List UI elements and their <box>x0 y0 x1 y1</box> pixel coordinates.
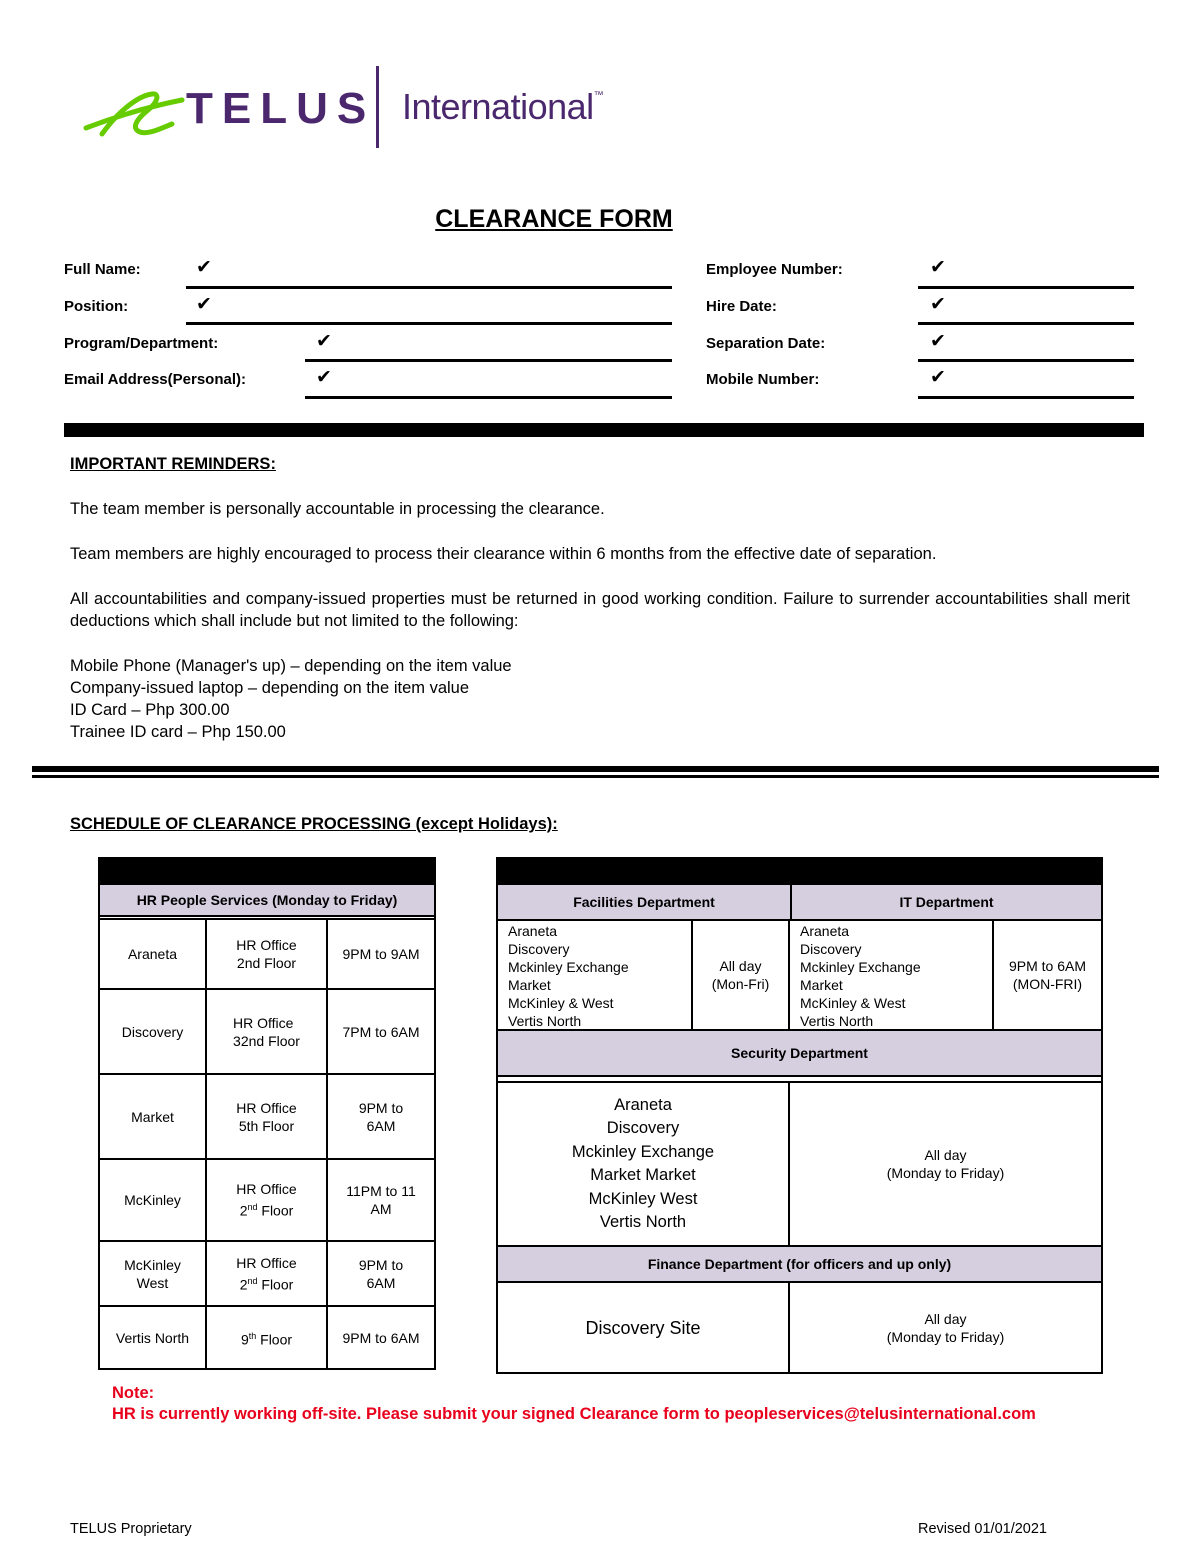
table-row <box>98 1307 436 1370</box>
facilities-sites: Araneta Discovery Mckinley Exchange Market McKinley & West Vertis North <box>498 921 693 1029</box>
international-logo-text: International™ <box>402 86 604 127</box>
facilities-header: Facilities Department <box>498 885 792 919</box>
time-cell: 9PM to 6AM <box>342 1329 420 1346</box>
note <box>112 1383 1036 1425</box>
logo-divider <box>376 66 379 148</box>
table-header-bar <box>496 857 1103 885</box>
hr-table-header: HR People Services (Monday to Friday) <box>98 885 436 917</box>
site-cell: Market <box>100 1075 207 1158</box>
section-divider <box>32 775 1159 778</box>
table-row <box>98 1160 436 1242</box>
table-row <box>498 1083 1101 1247</box>
finance-time: All day (Monday to Friday) <box>886 1310 1005 1345</box>
employee-number-check: ✔ <box>930 257 946 278</box>
table-row <box>98 1075 436 1160</box>
site-cell: Discovery <box>100 990 207 1073</box>
footer-revised: Revised 01/01/2021 <box>918 1521 1047 1537</box>
security-time: All day (Monday to Friday) <box>886 1147 1005 1181</box>
separation-date-check: ✔ <box>930 331 946 352</box>
time-cell: 9PM to 9AM <box>342 946 420 962</box>
position-label: Position: <box>64 298 129 315</box>
office-cell: HR Office 2nd Floor <box>207 1160 328 1240</box>
office-cell: HR Office 2nd Floor <box>207 1242 328 1305</box>
finance-header: Finance Department (for officers and up only) <box>498 1247 1101 1283</box>
office-cell: HR Office 5th Floor <box>207 1075 328 1158</box>
position-check: ✔ <box>196 294 212 315</box>
table-row <box>98 920 436 990</box>
hire-date-field[interactable] <box>918 322 1134 325</box>
note-text: HR is currently working off-site. Please submit your signed Clearance form to peopleservices@telusinternational.com <box>112 1405 1036 1423</box>
time-cell: 11PM to 11 AM <box>346 1183 416 1217</box>
section-divider <box>64 423 1144 437</box>
schedule-header: SCHEDULE OF CLEARANCE PROCESSING (except Holidays): <box>70 815 558 833</box>
hire-date-check: ✔ <box>930 294 946 315</box>
reminder-p2: Team members are highly encouraged to process their clearance within 6 months from the effective date of separation. <box>70 545 937 563</box>
deduction-item: Trainee ID card – Php 150.00 <box>70 723 286 741</box>
site-cell: McKinley West <box>100 1242 207 1305</box>
security-header: Security Department <box>498 1031 1101 1077</box>
hr-schedule-table <box>98 857 436 1370</box>
table-row <box>98 990 436 1075</box>
employee-number-label: Employee Number: <box>706 261 843 278</box>
section-divider <box>32 766 1159 772</box>
telus-logo-text: TELUS <box>186 84 376 133</box>
finance-site: Discovery Site <box>498 1283 790 1372</box>
departments-schedule-table <box>496 857 1103 1374</box>
it-sites: Araneta Discovery Mckinley Exchange Market McKinley & West Vertis North <box>790 921 994 1029</box>
table-row <box>98 1242 436 1307</box>
reminder-p3: All accountabilities and company-issued properties must be returned in good working condition. Failure to surrender accountabilities shall merit deductions which shall include but not limited to the following: <box>70 590 1130 630</box>
deduction-item: Mobile Phone (Manager's up) – depending on the item value <box>70 657 512 675</box>
mobile-number-check: ✔ <box>930 367 946 388</box>
reminder-p1: The team member is personally accountable in processing the clearance. <box>70 500 605 518</box>
page-title: CLEARANCE FORM <box>435 205 673 233</box>
reminders-header: IMPORTANT REMINDERS: <box>70 455 276 473</box>
office-cell: HR Office 2nd Floor <box>207 920 328 988</box>
table-header-bar <box>98 857 436 885</box>
deduction-item: Company-issued laptop – depending on the item value <box>70 679 470 697</box>
hire-date-label: Hire Date: <box>706 298 777 315</box>
full-name-check: ✔ <box>196 257 212 278</box>
program-label: Program/Department: <box>64 335 219 352</box>
footer-proprietary: TELUS Proprietary <box>70 1521 192 1537</box>
time-cell: 7PM to 6AM <box>342 1023 420 1040</box>
facilities-time: All day (Mon-Fri) <box>693 921 790 1029</box>
site-cell: Araneta <box>100 920 207 988</box>
email-check: ✔ <box>316 367 332 388</box>
program-check: ✔ <box>316 331 332 352</box>
deduction-item: ID Card – Php 300.00 <box>70 701 230 719</box>
table-row <box>498 1283 1101 1372</box>
time-cell: 9PM to 6AM <box>358 1256 404 1291</box>
time-cell: 9PM to 6AM <box>358 1099 404 1134</box>
full-name-field[interactable] <box>186 286 672 289</box>
separation-date-field[interactable] <box>918 359 1134 362</box>
employee-number-field[interactable] <box>918 286 1134 289</box>
note-label: Note: <box>112 1384 155 1402</box>
full-name-label: Full Name: <box>64 261 141 278</box>
it-time: 9PM to 6AM (MON-FRI) <box>1008 958 1087 992</box>
separation-date-label: Separation Date: <box>706 335 826 352</box>
position-field[interactable] <box>186 322 672 325</box>
site-cell: McKinley <box>100 1160 207 1240</box>
email-label: Email Address(Personal): <box>64 371 246 388</box>
office-cell: 9th Floor <box>207 1307 328 1368</box>
mobile-number-field[interactable] <box>918 396 1134 399</box>
table-row <box>498 921 1101 1031</box>
important-reminders <box>70 453 1130 743</box>
site-cell: Vertis North <box>100 1307 207 1368</box>
mobile-number-label: Mobile Number: <box>706 371 820 388</box>
table-header-row <box>498 885 1101 921</box>
it-header: IT Department <box>899 894 994 910</box>
telus-swoosh-icon <box>82 88 192 140</box>
security-sites: Araneta Discovery Mckinley Exchange Market Market McKinley West Vertis North <box>498 1083 790 1245</box>
program-field[interactable] <box>305 359 672 362</box>
email-field[interactable] <box>305 396 672 399</box>
office-cell: HR Office 32nd Floor <box>207 990 328 1073</box>
